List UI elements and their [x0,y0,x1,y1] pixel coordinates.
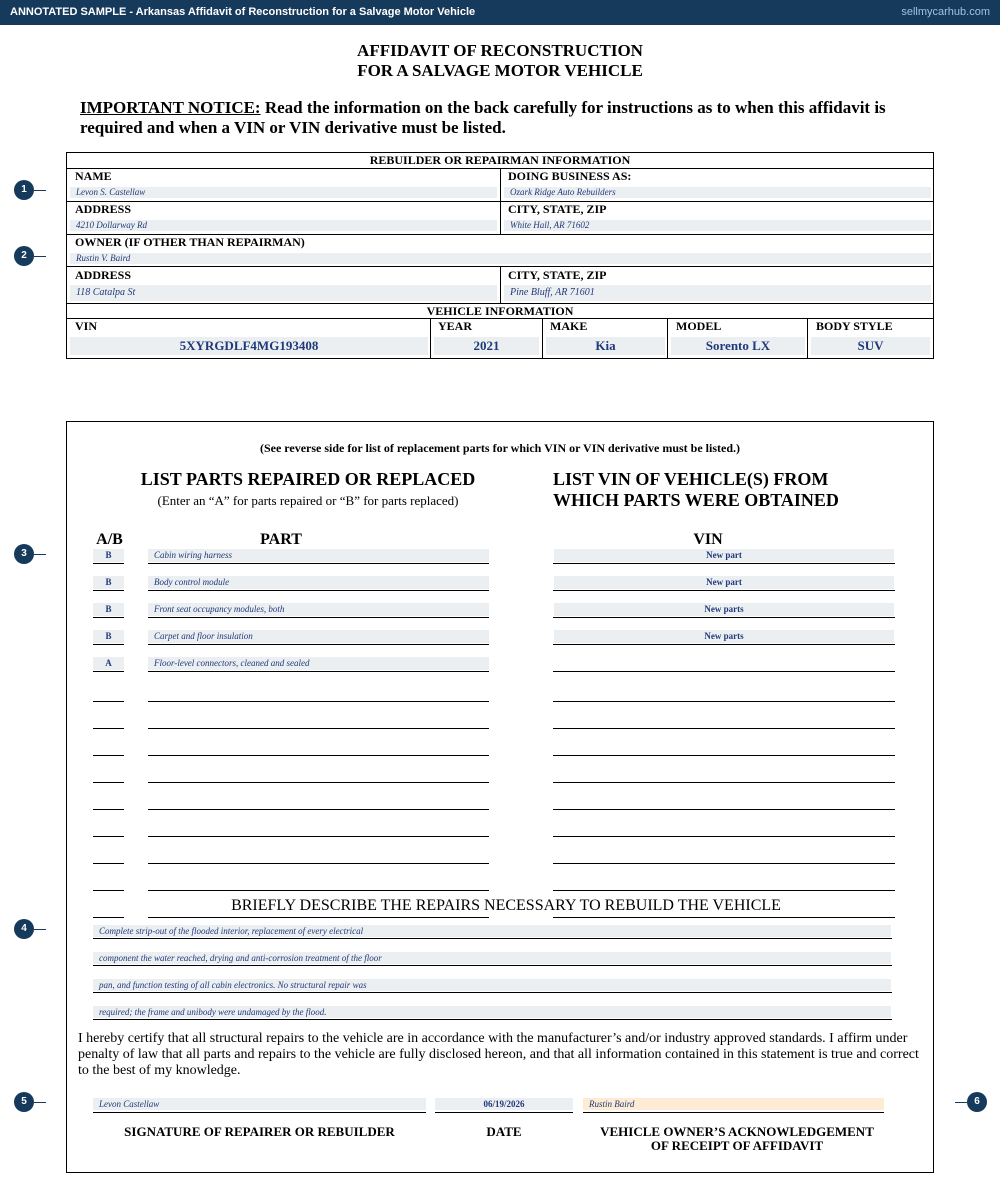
marker-tick [34,1102,46,1103]
banner-site: sellmycarhub.com [901,6,990,18]
vin-list-title-2: WHICH PARTS WERE OBTAINED [553,490,839,510]
ab-field[interactable]: B [93,576,124,589]
annotation-marker-4: 4 [14,919,34,939]
part-line [148,728,489,729]
vin-line [553,917,895,918]
vin-line [553,890,895,891]
parts-list-title: LIST PARTS REPAIRED OR REPLACED [140,469,476,489]
name-field[interactable]: Levon S. Castellaw [70,187,497,198]
repair-description-line[interactable]: required; the frame and unibody were undamaged by the flood. [93,1006,891,1018]
marker-tick [34,554,46,555]
ab-line [93,671,124,672]
owner-field[interactable]: Rustin V. Baird [70,253,931,264]
divider [500,266,501,303]
year-label: YEAR [438,319,473,333]
ab-line [93,890,124,891]
model-label: MODEL [676,319,722,333]
marker-tick [34,256,46,257]
ab-field[interactable]: B [93,630,124,643]
ab-field[interactable]: A [93,657,124,670]
annotation-marker-1: 1 [14,180,34,200]
vin-line [553,644,895,645]
vin-label: VIN [75,319,98,333]
part-line [148,863,489,864]
divider [807,318,808,359]
signature-line [93,1112,426,1113]
repairs-title: BRIEFLY DESCRIBE THE REPAIRS NECESSARY TO REBUILD THE VEHICLE [231,897,781,914]
annotation-marker-2: 2 [14,246,34,266]
vin-field[interactable]: 5XYRGDLF4MG193408 [70,337,428,355]
ab-line [93,917,124,918]
repair-description-line[interactable]: Complete strip-out of the flooded interior, replacement of every electrical [93,925,891,937]
col-part-header: PART [260,531,302,548]
vin-source-field[interactable]: New parts [554,630,894,643]
repair-description-line[interactable]: component the water reached, drying and anti-corrosion treatment of the floor [93,952,891,964]
part-line [148,617,489,618]
name-label: NAME [75,169,112,183]
repair-description-line[interactable]: pan, and function testing of all cabin electronics. No structural repair was [93,979,891,991]
vin-line [553,563,895,564]
col-vin-header: VIN [693,531,723,548]
divider [667,318,668,359]
part-line [148,755,489,756]
annotation-marker-3: 3 [14,544,34,564]
part-line [148,917,489,918]
part-line [148,782,489,783]
date-field[interactable]: 06/19/2026 [435,1098,573,1110]
part-field[interactable]: Body control module [148,576,489,589]
notice-label: IMPORTANT NOTICE: [80,98,261,117]
vin-line [553,836,895,837]
csz-field[interactable]: White Hall, AR 71602 [504,220,931,231]
annotation-marker-6: 6 [967,1092,987,1112]
vin-line [553,809,895,810]
body-label: BODY STYLE [816,319,893,333]
vin-line [553,671,895,672]
part-line [148,836,489,837]
annotation-marker-5: 5 [14,1092,34,1112]
repairer-caption: SIGNATURE OF REPAIRER OR REBUILDER [124,1124,395,1139]
vin-source-field[interactable]: New part [554,549,894,562]
part-field[interactable]: Floor-level connectors, cleaned and sealed [148,657,489,670]
year-field[interactable]: 2021 [434,337,539,355]
description-line [93,1019,892,1020]
date-caption: DATE [486,1124,522,1139]
part-field[interactable]: Carpet and floor insulation [148,630,489,643]
ab-line [93,728,124,729]
ab-field[interactable]: B [93,549,124,562]
certification-text: I hereby certify that all structural repairs to the vehicle are in accordance with the manufacturer’s and/or industry approved standards. I affirm under penalty of law that all parts and repairs to the vehicle are fully disclosed hereon, and that all information contained in this statement is true and correct to the best of my knowledge. [78,1031,919,1078]
marker-tick [34,190,46,191]
csz-label: CITY, STATE, ZIP [508,202,607,216]
owner-signature-field[interactable]: Rustin Baird [583,1098,884,1110]
ab-line [93,563,124,564]
description-line [93,938,892,939]
ab-line [93,617,124,618]
divider [430,318,431,359]
form-title-line1: AFFIDAVIT OF RECONSTRUCTION [357,41,643,60]
address-field[interactable]: 4210 Dollarway Rd [70,220,497,231]
repairer-signature-field[interactable]: Levon Castellaw [93,1098,426,1110]
col-ab-header: A/B [96,531,123,548]
part-field[interactable]: Front seat occupancy modules, both [148,603,489,616]
owner-label: OWNER (IF OTHER THAN REPAIRMAN) [75,235,305,249]
owner-csz-field[interactable]: Pine Bluff, AR 71601 [504,285,931,301]
ab-line [93,863,124,864]
address-label: ADDRESS [75,202,132,216]
vin-line [553,701,895,702]
form-title-line2: FOR A SALVAGE MOTOR VEHICLE [357,61,643,80]
divider [66,201,934,202]
part-line [148,563,489,564]
ab-line [93,755,124,756]
vin-line [553,728,895,729]
divider [66,318,934,319]
part-line [148,671,489,672]
marker-tick [34,929,46,930]
description-line [93,965,892,966]
part-line [148,890,489,891]
owner-address-label: ADDRESS [75,268,132,282]
see-reverse-note: (See reverse side for list of replacement parts for which VIN or VIN derivative must be listed.) [259,441,741,455]
vin-list-title-1: LIST VIN OF VEHICLE(S) FROM [553,469,829,489]
ab-line [93,701,124,702]
vehicle-section-title: VEHICLE INFORMATION [426,304,574,318]
part-line [148,809,489,810]
dba-label: DOING BUSINESS AS: [508,169,632,183]
part-field[interactable]: Cabin wiring harness [148,549,489,562]
model-field[interactable]: Sorento LX [671,337,805,355]
vin-source-field[interactable]: New part [554,576,894,589]
make-field[interactable]: Kia [546,337,665,355]
description-line [93,992,892,993]
ab-field[interactable]: B [93,603,124,616]
make-label: MAKE [550,319,588,333]
important-notice [80,98,920,138]
parts-list-subtitle: (Enter an “A” for parts repaired or “B” for parts replaced) [157,493,459,508]
vin-line [553,755,895,756]
banner-title: ANNOTATED SAMPLE - Arkansas Affidavit of Reconstruction for a Salvage Motor Vehicle [10,6,476,18]
ab-line [93,809,124,810]
dba-field[interactable]: Ozark Ridge Auto Rebuilders [504,187,931,198]
vin-source-field[interactable]: New parts [554,603,894,616]
vin-line [553,863,895,864]
owner-csz-label: CITY, STATE, ZIP [508,268,607,282]
notice-text: Read the information on the back carefully for instructions as to when this affidavit is required and when a VIN or VIN derivative must be listed. [80,98,886,137]
ab-line [93,590,124,591]
part-line [148,590,489,591]
part-line [148,701,489,702]
marker-tick [955,1102,967,1103]
rebuilder-section-title: REBUILDER OR REPAIRMAN INFORMATION [369,153,631,167]
ab-line [93,644,124,645]
ab-line [93,836,124,837]
date-line [435,1112,573,1113]
body-field[interactable]: SUV [811,337,930,355]
vin-line [553,590,895,591]
owner-caption-2: OF RECEIPT OF AFFIDAVIT [650,1138,824,1153]
divider [542,318,543,359]
owner-address-field[interactable]: 118 Catalpa St [70,285,497,301]
owner-caption-1: VEHICLE OWNER’S ACKNOWLEDGEMENT [600,1124,874,1139]
vin-line [553,617,895,618]
part-line [148,644,489,645]
owner-signature-line [583,1112,884,1113]
vin-line [553,782,895,783]
ab-line [93,782,124,783]
top-banner [0,0,1000,25]
